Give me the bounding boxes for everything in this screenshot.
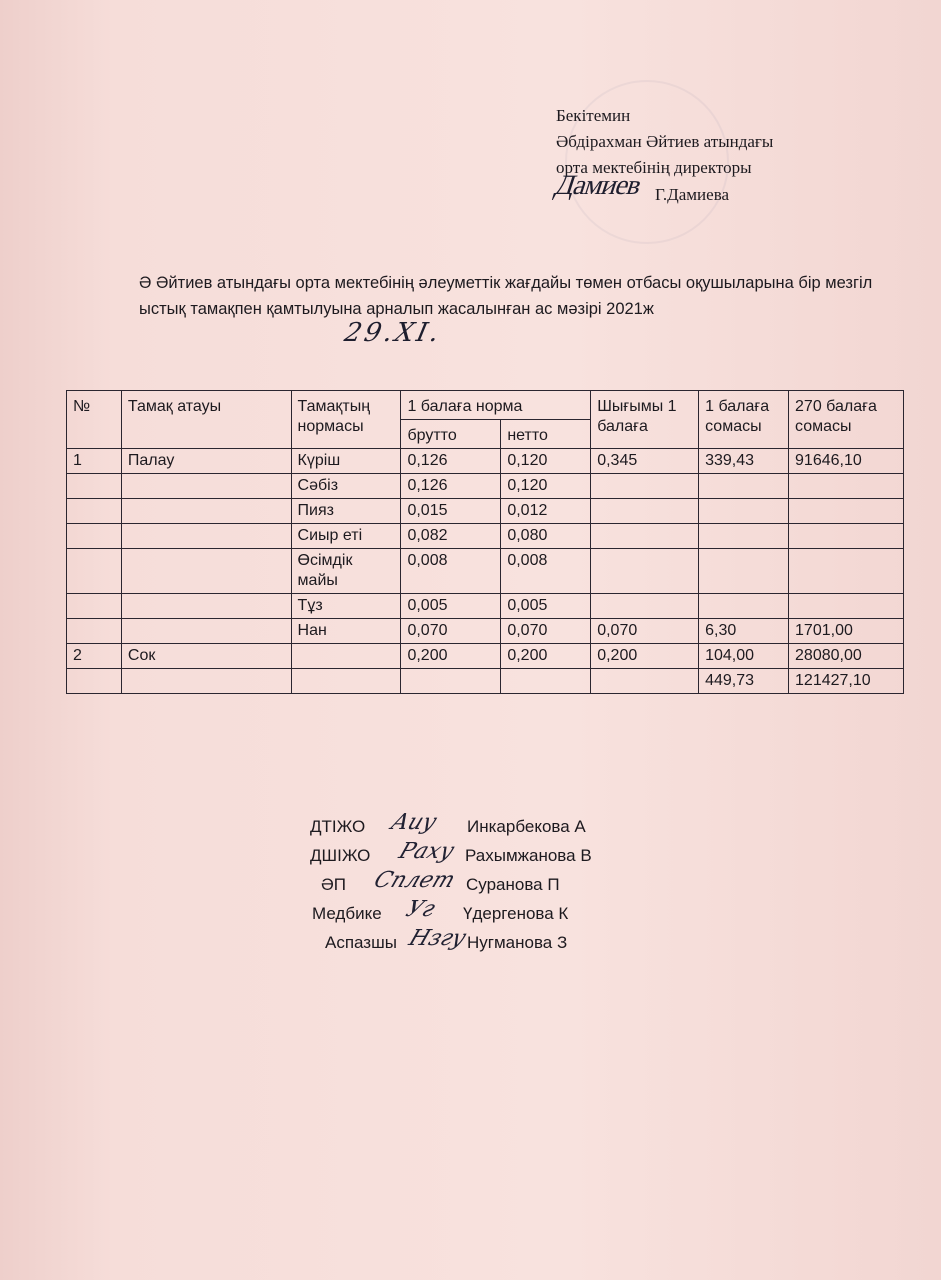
cell-sum-one <box>699 524 789 549</box>
cell-dish <box>121 524 291 549</box>
cell-number: 2 <box>67 644 122 669</box>
cell-ingredient: Сәбіз <box>291 474 401 499</box>
cell-ingredient: Пияз <box>291 499 401 524</box>
signature-mark: Сплет <box>370 868 459 893</box>
cell-output <box>591 474 699 499</box>
cell-output <box>591 499 699 524</box>
cell-sum-one <box>699 499 789 524</box>
cell-sum-one: 6,30 <box>699 619 789 644</box>
table-row <box>67 644 904 669</box>
header-sum-270: 270 балаға сомасы <box>789 391 904 449</box>
cell-number <box>67 669 122 694</box>
header-norm: Тамақтың нормасы <box>291 391 401 449</box>
cell-netto <box>501 669 591 694</box>
cell-netto: 0,120 <box>501 449 591 474</box>
signature-mark: Аиу <box>387 810 441 835</box>
cell-sum-one <box>699 594 789 619</box>
cell-netto: 0,008 <box>501 549 591 594</box>
cell-dish <box>121 499 291 524</box>
cell-output <box>591 594 699 619</box>
cell-output <box>591 524 699 549</box>
cell-brutto: 0,200 <box>401 644 501 669</box>
cell-sum-one: 104,00 <box>699 644 789 669</box>
cell-brutto <box>401 669 501 694</box>
cell-sum-270 <box>789 474 904 499</box>
header-sum-one: 1 балаға сомасы <box>699 391 789 449</box>
table-body <box>67 449 904 694</box>
cell-number <box>67 474 122 499</box>
cell-dish <box>121 549 291 594</box>
table-header-row <box>67 391 904 420</box>
cell-output: 0,200 <box>591 644 699 669</box>
signature-name: Инкарбекова А <box>467 817 586 836</box>
header-brutto: брутто <box>401 420 501 449</box>
signature-name: Суранова П <box>466 875 560 894</box>
cell-sum-270: 91646,10 <box>789 449 904 474</box>
signature-role: ДТІЖО <box>310 817 366 836</box>
cell-brutto: 0,126 <box>401 474 501 499</box>
cell-brutto: 0,126 <box>401 449 501 474</box>
cell-netto: 0,080 <box>501 524 591 549</box>
table-row <box>67 669 904 694</box>
header-per-child-norm: 1 балаға норма <box>401 391 591 420</box>
cell-output <box>591 549 699 594</box>
header-output: Шығымы 1 балаға <box>591 391 699 449</box>
signature-role: Медбике <box>312 904 382 923</box>
cell-sum-270 <box>789 499 904 524</box>
signature-role: ӘП <box>321 875 347 894</box>
menu-table <box>66 390 904 694</box>
cell-ingredient: Нан <box>291 619 401 644</box>
director-name: Г.Дамиева <box>655 185 730 204</box>
cell-sum-270 <box>789 549 904 594</box>
cell-ingredient: Тұз <box>291 594 401 619</box>
cell-brutto: 0,005 <box>401 594 501 619</box>
cell-number <box>67 619 122 644</box>
cell-netto: 0,012 <box>501 499 591 524</box>
header-dish: Тамақ атауы <box>121 391 291 449</box>
signature-role: ДШІЖО <box>310 846 371 865</box>
document-title: Ә Әйтиев атындағы орта мектебінің әлеуметтік жағдайы төмен отбасы оқушыларына бір мезгіл ыстық тамақпен қамтылуына арналып жасалынған ас мәзірі 2021ж <box>139 274 873 318</box>
cell-dish <box>121 594 291 619</box>
cell-ingredient <box>291 669 401 694</box>
cell-sum-270: 28080,00 <box>789 644 904 669</box>
signature-name: Үдергенова К <box>463 904 569 923</box>
cell-output: 0,345 <box>591 449 699 474</box>
signature-name: Рахымжанова В <box>465 846 592 865</box>
approval-position: орта мектебінің директоры <box>556 158 752 177</box>
header-netto: нетто <box>501 420 591 449</box>
approval-school: Әбдірахман Әйтиев атындағы <box>556 132 774 151</box>
cell-sum-one: 339,43 <box>699 449 789 474</box>
cell-dish: Палау <box>121 449 291 474</box>
cell-brutto: 0,070 <box>401 619 501 644</box>
cell-ingredient: Сиыр еті <box>291 524 401 549</box>
table-row <box>67 524 904 549</box>
cell-output: 0,070 <box>591 619 699 644</box>
cell-output <box>591 669 699 694</box>
cell-sum-270: 1701,00 <box>789 619 904 644</box>
cell-number <box>67 524 122 549</box>
cell-sum-270 <box>789 594 904 619</box>
cell-dish <box>121 474 291 499</box>
signature-role: Аспазшы <box>325 933 397 952</box>
header-number: № <box>67 391 122 449</box>
cell-brutto: 0,008 <box>401 549 501 594</box>
cell-number <box>67 594 122 619</box>
cell-dish <box>121 619 291 644</box>
cell-netto: 0,200 <box>501 644 591 669</box>
cell-brutto: 0,082 <box>401 524 501 549</box>
cell-brutto: 0,015 <box>401 499 501 524</box>
table-row <box>67 474 904 499</box>
cell-netto: 0,005 <box>501 594 591 619</box>
signature-name: Нугманова З <box>467 933 568 952</box>
table-row <box>67 619 904 644</box>
cell-number <box>67 499 122 524</box>
signature-mark: Раху <box>395 839 458 864</box>
cell-dish <box>121 669 291 694</box>
cell-ingredient <box>291 644 401 669</box>
cell-ingredient: Өсімдік майы <box>291 549 401 594</box>
cell-sum-270: 121427,10 <box>789 669 904 694</box>
cell-sum-270 <box>789 524 904 549</box>
cell-sum-one <box>699 474 789 499</box>
director-signature: Дамиев <box>551 170 646 201</box>
cell-ingredient: Күріш <box>291 449 401 474</box>
handwritten-date: 29.XI. <box>341 318 445 348</box>
cell-sum-one: 449,73 <box>699 669 789 694</box>
table-row <box>67 594 904 619</box>
cell-sum-one <box>699 549 789 594</box>
table-row <box>67 449 904 474</box>
signature-mark: Нзгу <box>405 926 470 951</box>
table-row <box>67 549 904 594</box>
approval-heading: Бекітемин <box>556 106 631 125</box>
signature-mark: Уг <box>402 897 439 922</box>
cell-netto: 0,120 <box>501 474 591 499</box>
cell-number: 1 <box>67 449 122 474</box>
cell-dish: Сок <box>121 644 291 669</box>
cell-netto: 0,070 <box>501 619 591 644</box>
cell-number <box>67 549 122 594</box>
table-row <box>67 499 904 524</box>
